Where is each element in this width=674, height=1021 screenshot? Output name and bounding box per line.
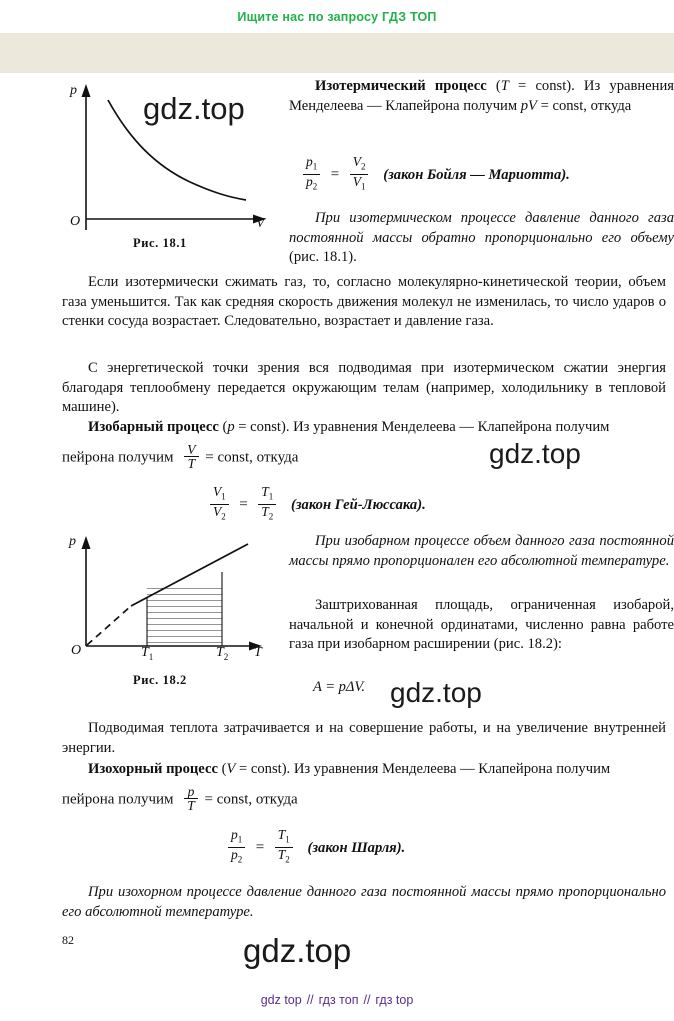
isochoric-heading-label: Изохорный процесс [88,761,218,777]
figure-18-1-y-label: p [70,83,77,98]
fraction-p1-p2 [228,828,245,866]
energy-paragraph-text: С энергетической точки зрения вся подводимая при изотермическом сжатии энергия благодаря теплообмену передается окружающим телам (например, холодильнику в тепловой машине). [62,360,666,416]
compression-paragraph [62,273,666,332]
isochoric-line2-prefix: пейрона получим [62,791,174,808]
fraction-v-t [184,443,198,471]
heat-paragraph-block [62,719,666,758]
isobaric-line2-suffix: = const, откуда [205,449,299,466]
fraction-numerator: $p_1$ [231,827,243,845]
figure-18-2-origin-label: O [71,643,82,658]
formula-charles [225,829,405,867]
isobaric-statement-text: При изобарном процессе объем данного газа постоянной массы прямо пропорционален его абсолютной температуре. [289,533,674,569]
figure-18-1-origin-label: O [70,214,81,229]
isothermal-cond-close: = const). Из уравнения Менделеева — Клапейрона получим [289,78,674,114]
isochoric-cond-V: V [226,761,236,777]
footer-link-gdz-top[interactable]: gdz top [260,993,302,1007]
fraction-t1-t2 [258,485,276,523]
equals-sign: = [235,496,252,513]
isochoric-heading-paragraph [62,760,666,780]
isobaric-cond-p: p [227,419,235,435]
boyle-law-label: (закон Бойля — Мариотта). [383,166,570,183]
figure-18-2-tick-t1: $T_1$ [141,645,154,662]
isobaric-line2-prefix: пейрона получим [62,449,174,466]
fraction-v1-v2 [210,485,229,523]
formula-gay-lussac [207,486,426,524]
charles-law-label: (закон Шарля). [307,839,406,856]
watermark-top: gdz.top [143,91,245,126]
figure-18-2 [60,528,285,668]
isobaric-heading-label: Изобарный процесс [88,419,219,435]
fraction-denominator: $V_1$ [350,174,369,194]
figure-18-1-x-label: V [256,216,265,231]
page-sheet [0,73,674,1021]
work-formula-rhs: = pΔV. [321,679,366,695]
fraction-p-t [184,785,198,813]
promo-text: Ищите нас по запросу ГДЗ ТОП [237,10,437,24]
isothermal-heading-label: Изотермический процесс [315,78,487,94]
isobaric-cond-close: = const). Из уравнения Менделеева — Клапейрона получим [234,419,610,435]
fraction-numerator: $p_1$ [306,154,318,172]
footer-link-gdz-top-ru[interactable]: гдз топ [318,993,359,1007]
isothermal-tail: = const, откуда [536,97,632,114]
isothermal-statement-block [289,209,674,268]
hatched-area-paragraph [289,596,674,655]
fraction-denominator: T [184,456,198,471]
isochoric-line2-suffix: = const, откуда [204,791,298,808]
isothermal-cond-open: ( [486,78,501,94]
isothermal-heading-block [289,77,674,116]
isothermal-statement-paragraph [289,209,674,268]
fraction-denominator: $T_2$ [258,504,276,524]
isothermal-pv: pV [520,97,537,114]
isochoric-heading-block [62,760,666,780]
fraction-denominator: $V_2$ [210,504,229,524]
hatched-area-text: Заштрихованная площадь, ограниченная изобарой, начальной и конечной ординатами, численно равна работе газа при изобарном расширении (рис. 18.2): [289,597,674,653]
beige-band [0,33,674,73]
figure-18-1-caption: Рис. 18.1 [133,236,187,250]
work-formula-A: A [313,679,322,695]
isochoric-cond-close: = const). Из уравнения Менделеева — Клапейрона получим [235,761,611,777]
formula-v-over-t-const [62,444,298,472]
gay-lussac-law-label: (закон Гей-Люссака). [290,496,426,513]
fraction-numerator: p [187,784,195,799]
isobaric-heading-paragraph [62,418,666,438]
footer-link-gdz-top-mixed[interactable]: гдз top [375,993,414,1007]
isobaric-statement-block [289,532,674,571]
isothermal-heading-paragraph [289,77,674,116]
footer-links [0,993,674,1007]
fraction-numerator: $V_1$ [213,484,226,502]
compression-paragraph-text: Если изотермически сжимать газ, то, согласно молекулярно-кинетической теории, объем газа уменьшится. Так как средняя скорость движения молекул не изменилась, то число ударов о стенки сосуда возрастает. Следовательно, возрастает и давление газа. [62,274,666,330]
isothermal-statement-italic: При изотермическом процессе давление данного газа постоянной массы обратно пропорционально его объему [289,210,674,246]
isochoric-statement-paragraph [62,883,666,922]
figure-18-2-svg [60,528,285,668]
energy-paragraph-block [62,359,666,418]
isochoric-statement-block [62,883,666,922]
fraction-numerator: $T_1$ [261,484,274,502]
figure-18-2-tick-t2: $T_2$ [216,645,229,662]
formula-boyle-mariotte [300,156,570,194]
fraction-v2-v1 [350,155,369,193]
footer-separator: // [306,993,314,1007]
fraction-numerator: $V_2$ [352,154,366,172]
energy-paragraph [62,359,666,418]
figure-18-2-y-label: p [69,534,76,549]
fraction-numerator: V [187,442,196,457]
heat-paragraph-text: Подводимая теплота затрачивается и на совершение работы, и на увеличение внутренней энергии. [62,720,666,756]
fraction-numerator: $T_1$ [277,827,290,845]
isobaric-statement-paragraph [289,532,674,571]
isochoric-statement-text: При изохорном процессе давление данного газа постоянной массы прямо пропорционально его абсолютной температуре. [62,884,666,920]
isochoric-cond-open: ( [217,761,227,777]
fraction-denominator: $p_2$ [303,174,320,194]
isothermal-statement-ref: (рис. 18.1). [289,249,357,266]
isobaric-cond-open: ( [218,419,228,435]
equals-sign: = [252,839,268,856]
figure-18-2-x-label: T [254,645,262,660]
watermark-bottom: gdz.top [243,932,352,969]
promo-strip [0,0,674,33]
hatched-area-block [289,596,674,655]
fraction-t1-t2 [275,828,293,866]
watermark-formula: gdz.top [390,677,482,708]
watermark-middle: gdz.top [489,438,581,469]
footer-separator: // [363,993,371,1007]
figure-18-2-caption: Рис. 18.2 [133,673,187,687]
fraction-denominator: T [184,798,198,813]
heat-paragraph [62,719,666,758]
isobaric-heading-block [62,418,666,438]
fraction-p1-p2 [303,155,320,193]
page-number: 82 [62,933,74,947]
fraction-denominator: $T_2$ [275,847,293,867]
compression-paragraph-block [62,273,666,332]
formula-work [313,679,365,696]
fraction-denominator: $p_2$ [228,847,245,867]
formula-p-over-t-const [62,786,298,814]
equals-sign: = [327,166,343,183]
isothermal-cond-T: T [500,78,509,94]
